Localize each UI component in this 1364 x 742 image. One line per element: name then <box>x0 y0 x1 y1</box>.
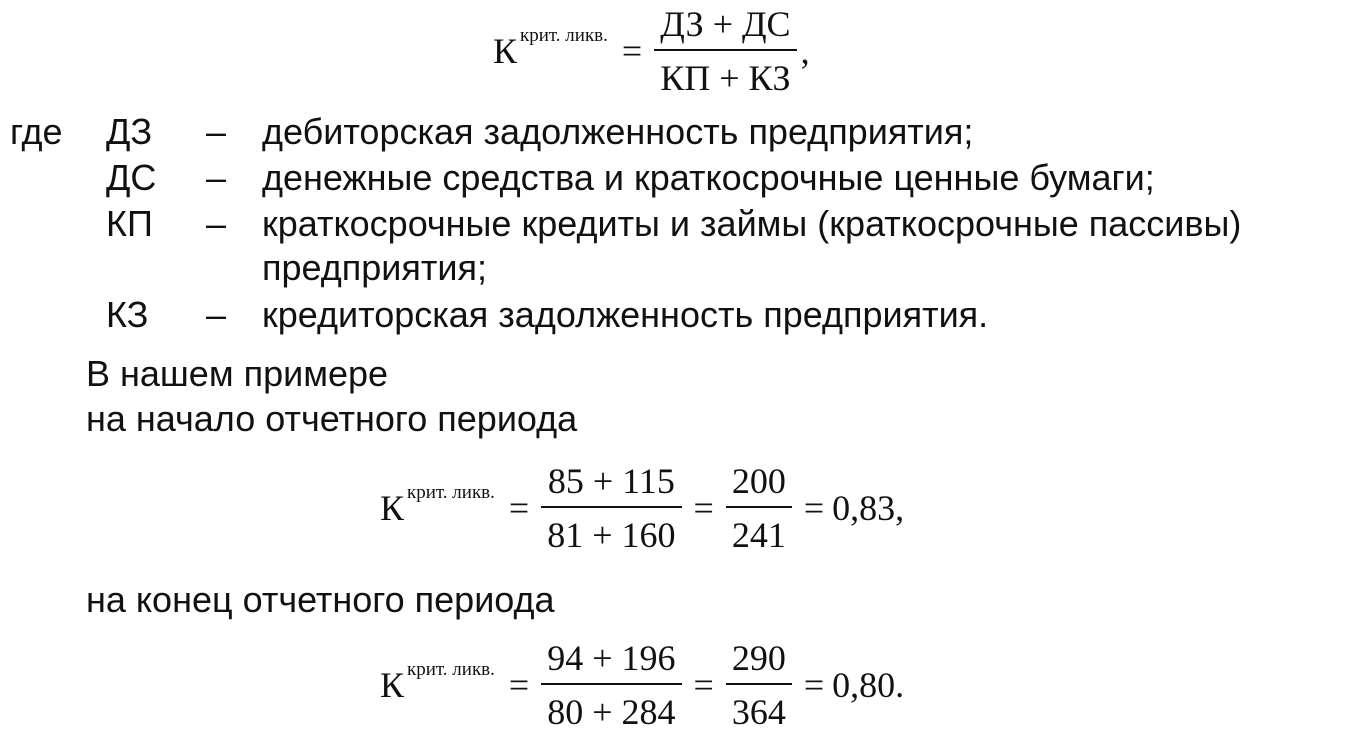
trailing-comma: , <box>800 31 810 71</box>
fraction-numerator: ДЗ + ДС <box>660 4 791 44</box>
formula-symbol: К <box>493 31 518 71</box>
formula-superscript: крит. ликв. <box>407 658 495 680</box>
definition-row <box>0 294 1364 337</box>
formula-superscript: крит. ликв. <box>407 481 495 503</box>
definition-dash: – <box>206 203 227 244</box>
definition-term: КП <box>106 203 153 244</box>
equals-sign: = <box>693 665 714 705</box>
definition-text-continuation: предприятия; <box>262 247 487 288</box>
fraction-numerator: 200 <box>731 461 786 501</box>
formula-fraction <box>726 463 792 553</box>
definition-dash: – <box>206 294 227 335</box>
formula-symbol: К <box>380 488 405 528</box>
definition-row <box>0 203 1364 246</box>
equals-sign: = <box>803 488 825 528</box>
fraction-numerator: 85 + 115 <box>547 461 675 501</box>
definition-dash: – <box>206 157 227 198</box>
definition-text: дебиторская задолженность предприятия; <box>262 111 974 152</box>
where-word: где <box>10 111 63 152</box>
formula-superscript: крит. ликв. <box>520 24 608 46</box>
definition-dash: – <box>206 111 227 152</box>
fraction-numerator: 290 <box>731 638 786 678</box>
formula-fraction <box>654 6 796 96</box>
equals-sign: = <box>621 31 643 71</box>
general-formula <box>493 6 814 96</box>
formula-period-end <box>380 640 908 730</box>
formula-fraction <box>541 640 681 730</box>
fraction-denominator: 364 <box>731 692 786 732</box>
definition-row <box>0 111 1364 154</box>
fraction-numerator: 94 + 196 <box>547 638 676 678</box>
fraction-denominator: 241 <box>731 515 786 555</box>
equals-sign: = <box>693 488 714 528</box>
formula-symbol: К <box>380 665 405 705</box>
definition-term: ДС <box>106 157 157 198</box>
period-end-label: на конец отчетного периода <box>86 579 555 620</box>
definition-text: кредиторская задолженность предприятия. <box>262 294 989 335</box>
formula-fraction <box>541 463 681 553</box>
equals-sign: = <box>803 665 825 705</box>
definition-term: ДЗ <box>106 111 153 152</box>
equals-sign: = <box>508 665 530 705</box>
formula-result: 0,80. <box>832 665 905 705</box>
period-start-label: на начало отчетного периода <box>86 398 578 439</box>
fraction-denominator: 80 + 284 <box>547 692 676 732</box>
fraction-denominator: КП + КЗ <box>660 58 791 98</box>
example-intro: В нашем примере <box>86 353 389 394</box>
definition-text: денежные средства и краткосрочные ценные бумаги; <box>262 157 1155 198</box>
fraction-denominator: 81 + 160 <box>547 515 676 555</box>
formula-period-start <box>380 463 908 553</box>
formula-fraction <box>726 640 792 730</box>
definition-term: КЗ <box>106 294 149 335</box>
definition-row-continuation <box>0 247 1364 290</box>
equals-sign: = <box>508 488 530 528</box>
definition-text: краткосрочные кредиты и займы (краткосрочные пассивы) <box>262 203 1242 244</box>
formula-result: 0,83, <box>832 488 905 528</box>
definition-row <box>0 157 1364 200</box>
